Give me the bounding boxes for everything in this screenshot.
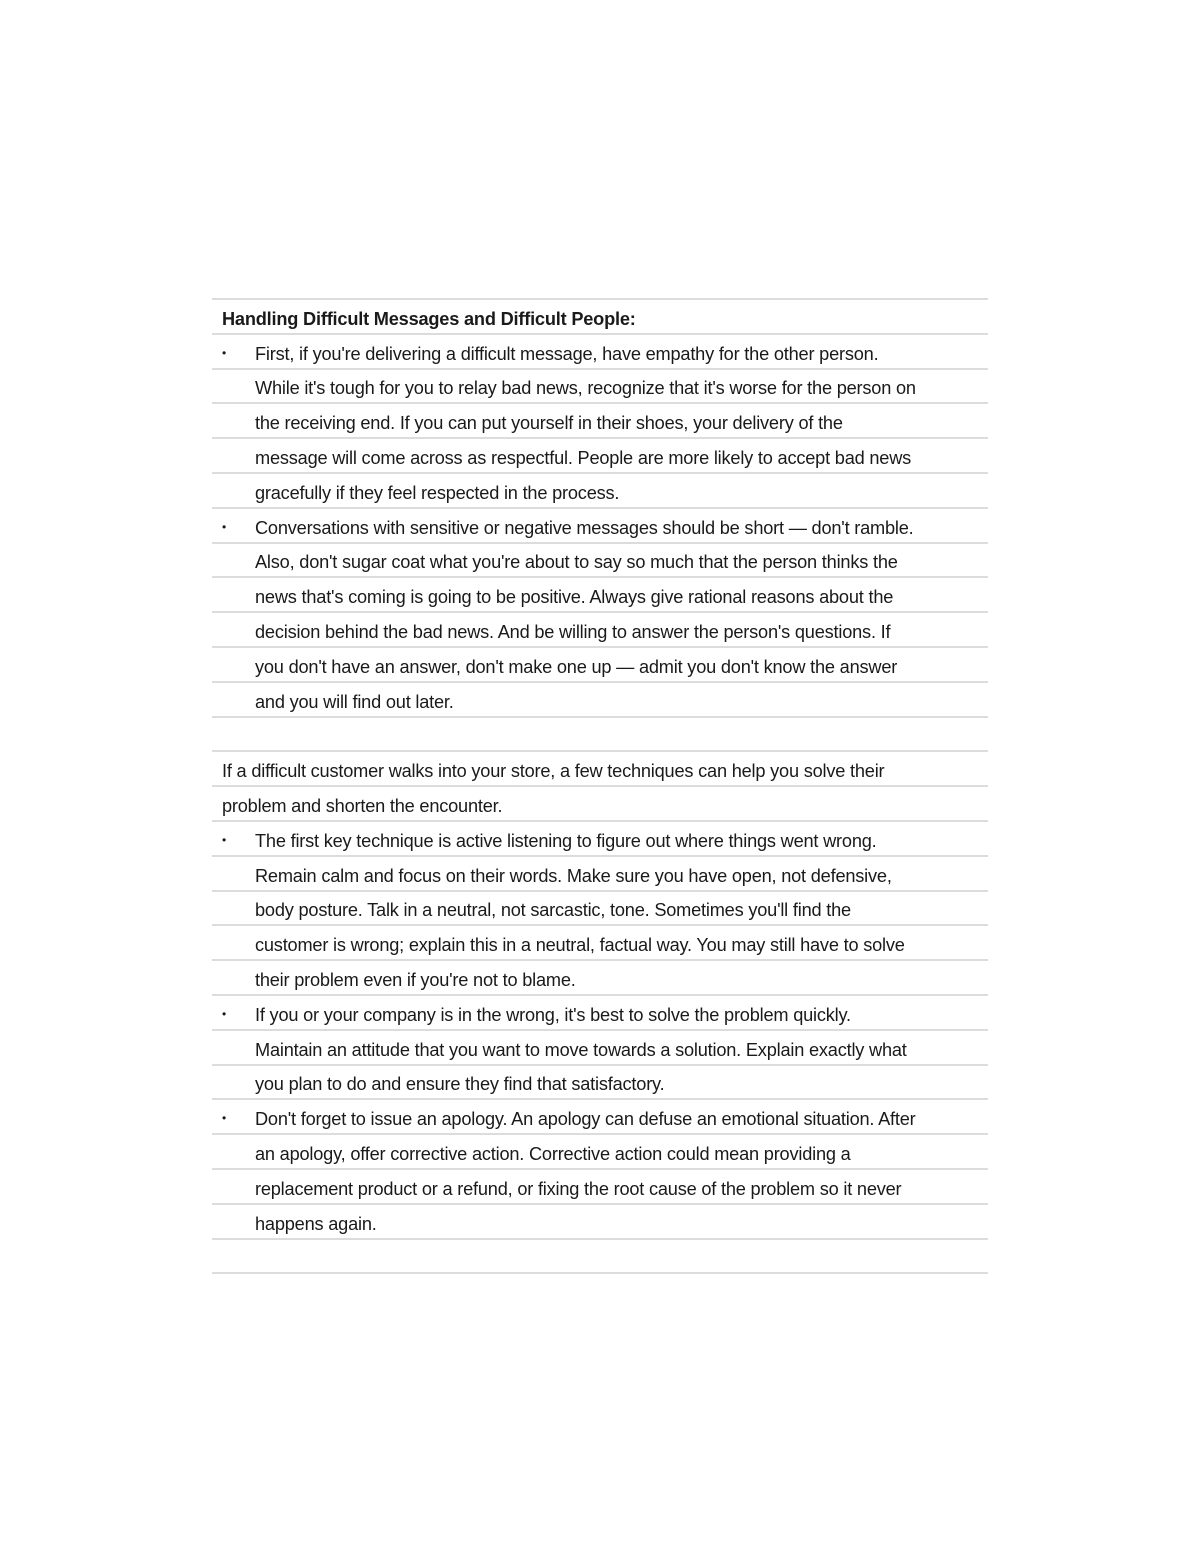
line-text: you don't have an answer, don't make one up — admit you don't know the answer	[255, 656, 898, 677]
text-line	[212, 1029, 988, 1064]
text-line	[212, 890, 988, 925]
text-line	[212, 750, 988, 785]
text-line	[212, 646, 988, 681]
line-text: gracefully if they feel respected in the process.	[255, 482, 620, 503]
bullet-icon: •	[222, 519, 227, 534]
bullet-icon: •	[222, 1006, 227, 1021]
text-line	[212, 402, 988, 437]
rule-line	[212, 1272, 988, 1274]
line-text: you plan to do and ensure they find that satisfactory.	[255, 1074, 665, 1095]
text-line	[212, 437, 988, 472]
line-text: replacement product or a refund, or fixing the root cause of the problem so it never	[255, 1178, 902, 1199]
line-text: message will come across as respectful. People are more likely to accept bad news	[255, 447, 912, 468]
line-text: customer is wrong; explain this in a neutral, factual way. You may still have to solve	[255, 935, 905, 956]
text-line	[212, 611, 988, 646]
line-text: their problem even if you're not to blame.	[255, 969, 576, 990]
text-line	[212, 820, 988, 855]
text-line	[212, 576, 988, 611]
line-text: Maintain an attitude that you want to move towards a solution. Explain exactly what	[255, 1039, 907, 1060]
text-line	[212, 368, 988, 403]
text-line	[212, 1133, 988, 1168]
line-text: The first key technique is active listening to figure out where things went wrong.	[255, 830, 877, 851]
line-text: problem and shorten the encounter.	[222, 795, 503, 816]
line-text: Also, don't sugar coat what you're about to say so much that the person thinks the	[255, 552, 898, 573]
text-line	[212, 1168, 988, 1203]
text-line	[212, 924, 988, 959]
line-text: and you will find out later.	[255, 691, 454, 712]
text-line	[212, 1203, 988, 1238]
blank-line	[212, 1238, 988, 1273]
line-text: While it's tough for you to relay bad news, recognize that it's worse for the person on	[255, 378, 916, 399]
text-line	[212, 994, 988, 1029]
line-text: Remain calm and focus on their words. Make sure you have open, not defensive,	[255, 865, 892, 886]
bullet-icon: •	[222, 1111, 227, 1126]
line-text: If a difficult customer walks into your store, a few techniques can help you solve their	[222, 761, 885, 782]
line-text: Don't forget to issue an apology. An apology can defuse an emotional situation. After	[255, 1109, 916, 1130]
blank-line	[212, 716, 988, 751]
line-text: If you or your company is in the wrong, it's best to solve the problem quickly.	[255, 1004, 851, 1025]
line-text: First, if you're delivering a difficult message, have empathy for the other person.	[255, 343, 879, 364]
text-line	[212, 959, 988, 994]
text-line	[212, 855, 988, 890]
document-heading	[212, 298, 988, 333]
text-line	[212, 1064, 988, 1099]
bullet-icon: •	[222, 345, 227, 360]
text-line	[212, 333, 988, 368]
text-line	[212, 1098, 988, 1133]
line-text: happens again.	[255, 1213, 377, 1234]
line-text: the receiving end. If you can put yourself in their shoes, your delivery of the	[255, 413, 843, 434]
text-line	[212, 472, 988, 507]
line-text: Handling Difficult Messages and Difficult People:	[222, 308, 636, 329]
text-line	[212, 785, 988, 820]
line-text: news that's coming is going to be positive. Always give rational reasons about the	[255, 587, 894, 608]
line-text: decision behind the bad news. And be willing to answer the person's questions. If	[255, 621, 891, 642]
bullet-icon: •	[222, 832, 227, 847]
line-text: Conversations with sensitive or negative messages should be short — don't ramble.	[255, 517, 914, 538]
text-line	[212, 681, 988, 716]
text-line	[212, 507, 988, 542]
line-text: an apology, offer corrective action. Corrective action could mean providing a	[255, 1143, 851, 1164]
text-line	[212, 542, 988, 577]
line-text: body posture. Talk in a neutral, not sarcastic, tone. Sometimes you'll find the	[255, 900, 851, 921]
